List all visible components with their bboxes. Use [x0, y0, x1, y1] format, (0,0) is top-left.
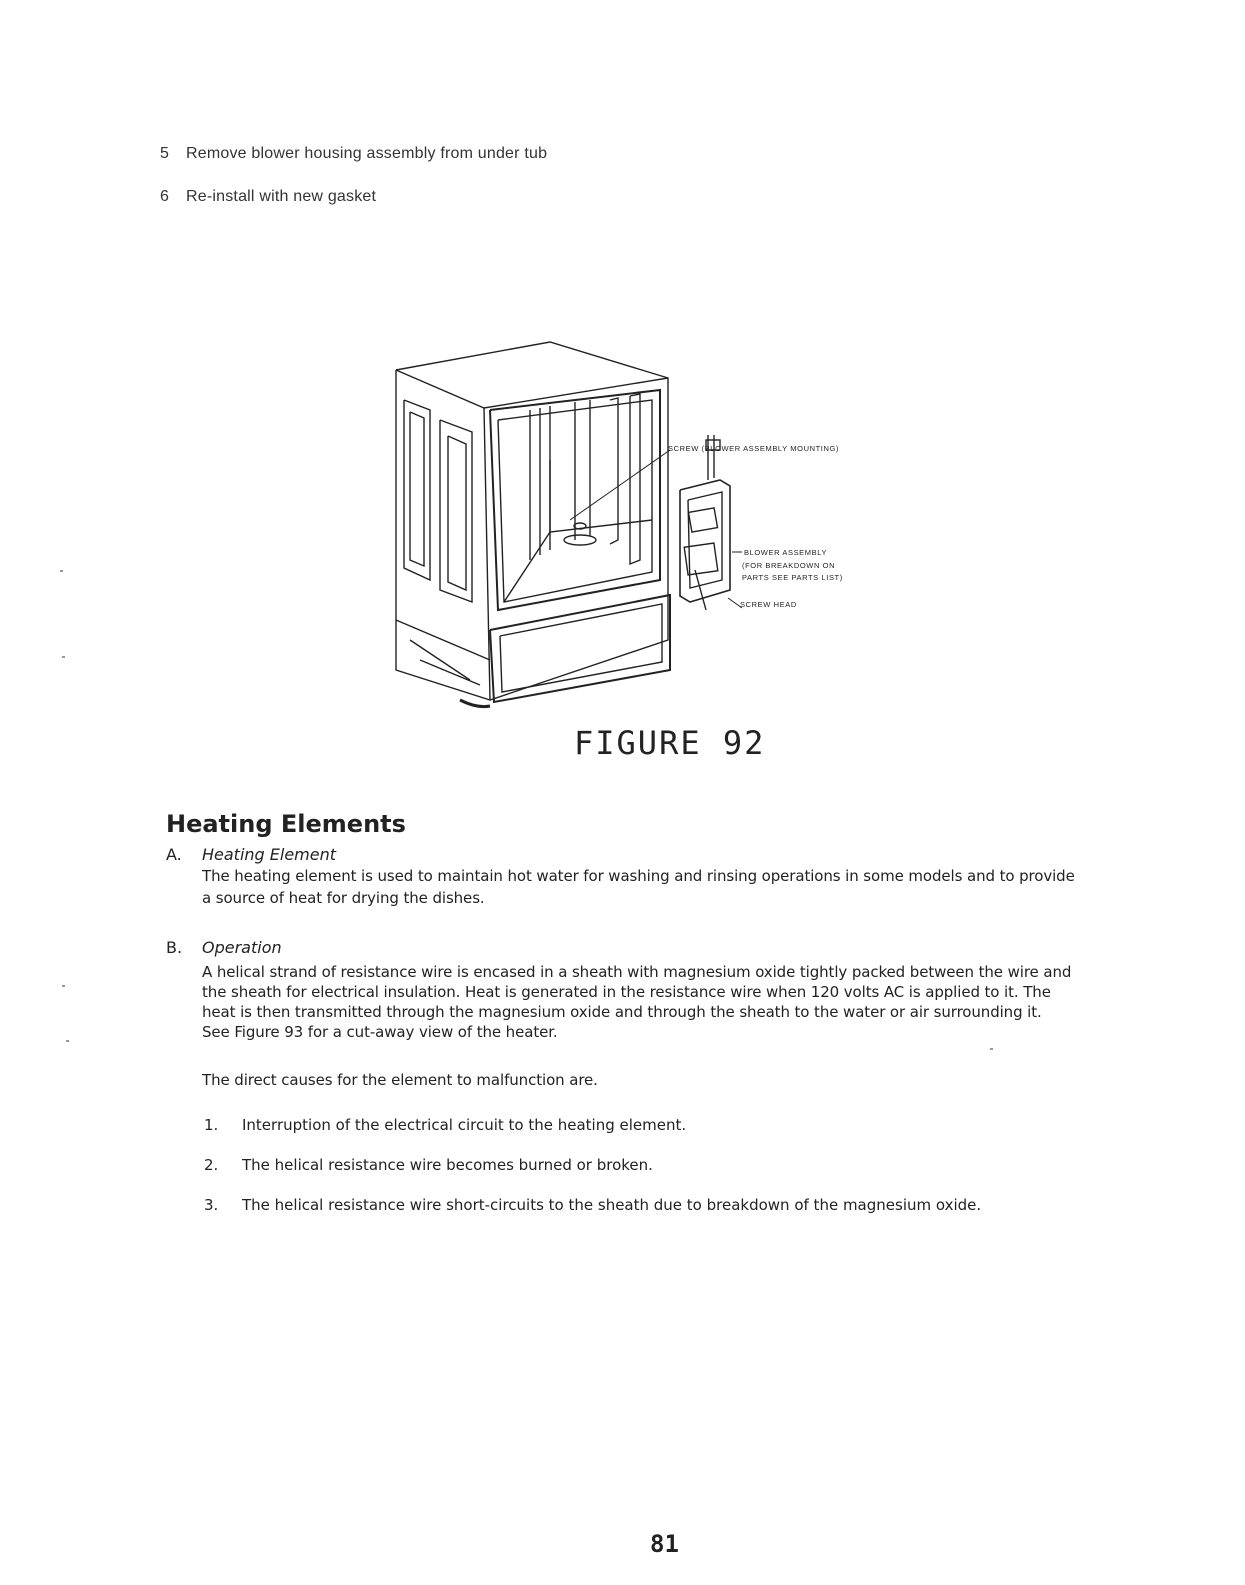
subsection-b-body [202, 962, 1202, 1042]
step-text: Remove blower housing assembly from under tub [186, 145, 548, 162]
causes-intro: The direct causes for the element to malfunction are. [202, 1071, 598, 1089]
scan-speck [990, 1048, 993, 1050]
subsection-letter: B. [166, 938, 183, 957]
subsection-heading: Heating Element [202, 845, 337, 864]
cause-text: Interruption of the electrical circuit to the heating element. [242, 1116, 687, 1134]
tub-outline [396, 342, 668, 700]
subsection-letter: A. [166, 845, 182, 864]
page-number: 81 [650, 1530, 679, 1558]
callout-screw-head: SCREW HEAD [740, 600, 797, 609]
step-text: Re-install with new gasket [186, 188, 377, 205]
paragraph-line: The heating element is used to maintain hot water for washing and rinsing operations in some models and to provide [202, 867, 1075, 885]
cause-number: 3. [204, 1196, 219, 1214]
cause-number: 2. [204, 1156, 219, 1174]
scan-speck [62, 985, 65, 987]
paragraph-line: See Figure 93 for a cut-away view of the heater. [202, 1023, 558, 1041]
cause-item-3 [204, 1196, 981, 1214]
subsection-a-title [166, 845, 336, 864]
subsection-heading: Operation [202, 938, 282, 957]
scan-speck [60, 570, 63, 572]
paragraph-line: heat is then transmitted through the magnesium oxide and through the sheath to the water or air surrounding it. [202, 1003, 1042, 1021]
cause-text: The helical resistance wire short-circuits to the sheath due to breakdown of the magnesium oxide. [242, 1196, 982, 1214]
step-number: 5 [160, 145, 170, 162]
figure-drawing [390, 340, 910, 720]
figure-caption: FIGURE 92 [574, 724, 766, 762]
callout-screw-mounting: SCREW (BLOWER ASSEMBLY MOUNTING) [668, 444, 840, 453]
callout-blower-line2: (FOR BREAKDOWN ON [742, 561, 836, 570]
step-number: 6 [160, 188, 170, 205]
callout-blower-line1: BLOWER ASSEMBLY [744, 548, 828, 557]
paragraph-line: a source of heat for drying the dishes. [202, 889, 485, 907]
step-5 [160, 145, 547, 163]
subsection-a-body [202, 866, 1202, 908]
paragraph-line: the sheath for electrical insulation. Heat is generated in the resistance wire when 120 volts AC is applied to it. The [202, 983, 1051, 1001]
section-title: Heating Elements [166, 810, 406, 838]
scan-speck [66, 1040, 69, 1042]
cause-number: 1. [204, 1116, 219, 1134]
scan-speck [62, 656, 65, 658]
subsection-b-title [166, 938, 282, 957]
paragraph-line: A helical strand of resistance wire is encased in a sheath with magnesium oxide tightly packed between the wire and [202, 963, 1072, 981]
callout-blower-line3: PARTS SEE PARTS LIST) [742, 573, 843, 582]
cause-text: The helical resistance wire becomes burned or broken. [242, 1156, 653, 1174]
cause-item-1 [204, 1116, 686, 1134]
dishwasher-tub-illustration [390, 340, 910, 720]
cause-item-2 [204, 1156, 653, 1174]
step-6 [160, 188, 376, 206]
